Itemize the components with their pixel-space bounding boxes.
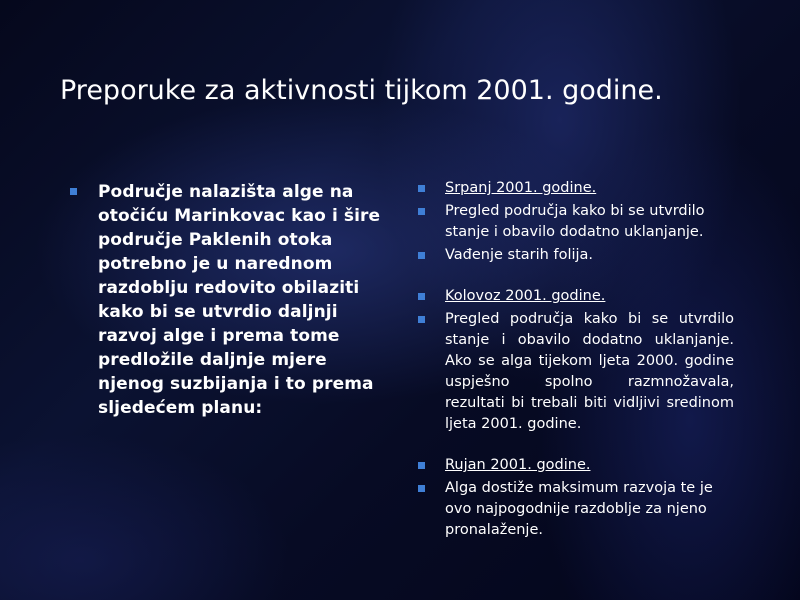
- month-heading: Kolovoz 2001. godine.: [445, 288, 606, 304]
- item-text: Pregled područja kako bi se utvrdilo stanje i obavilo dodatno uklanjanje. Ako se alga tijekom ljeta 2000. godine uspješno spolno razmnožavala, rezultati bi trebali biti vidljivi sredinom ljeta 2001. godine.: [445, 311, 734, 432]
- list-item: [418, 478, 734, 541]
- list-item: [418, 178, 734, 199]
- list-item: [418, 286, 734, 307]
- item-text: Alga dostiže maksimum razvoja te je ovo najpogodnije razdoblje za njeno pronalaženje.: [445, 480, 713, 538]
- left-bullet-block: [70, 180, 390, 420]
- plan-group-september: [418, 455, 734, 541]
- plan-group-july: [418, 178, 734, 266]
- slide-title: Preporuke za aktivnosti tijkom 2001. godine.: [60, 75, 663, 106]
- square-bullet-icon: [418, 316, 425, 323]
- plan-group-august: [418, 286, 734, 435]
- square-bullet-icon: [418, 208, 425, 215]
- square-bullet-icon: [418, 293, 425, 300]
- square-bullet-icon: [70, 188, 77, 195]
- square-bullet-icon: [418, 485, 425, 492]
- item-text: Vađenje starih folija.: [445, 247, 594, 263]
- square-bullet-icon: [418, 252, 425, 259]
- list-item: [418, 245, 734, 266]
- list-item: [418, 201, 734, 243]
- month-heading: Rujan 2001. godine.: [445, 457, 591, 473]
- list-item: [418, 309, 734, 435]
- left-bullet-text: Područje nalazišta alge na otočiću Marinkovac kao i šire područje Paklenih otoka potrebno je u narednom razdoblju redovito obilaziti kako bi se utvrdio daljnji razvoj alge i prema tome predložile daljnje mjere njenog suzbijanja i to prema sljedećem planu:: [98, 182, 381, 418]
- month-heading: Srpanj 2001. godine.: [445, 180, 597, 196]
- square-bullet-icon: [418, 462, 425, 469]
- right-bullet-list: [418, 178, 734, 561]
- list-item: [418, 455, 734, 476]
- item-text: Pregled područja kako bi se utvrdilo stanje i obavilo dodatno uklanjanje.: [445, 203, 705, 240]
- square-bullet-icon: [418, 185, 425, 192]
